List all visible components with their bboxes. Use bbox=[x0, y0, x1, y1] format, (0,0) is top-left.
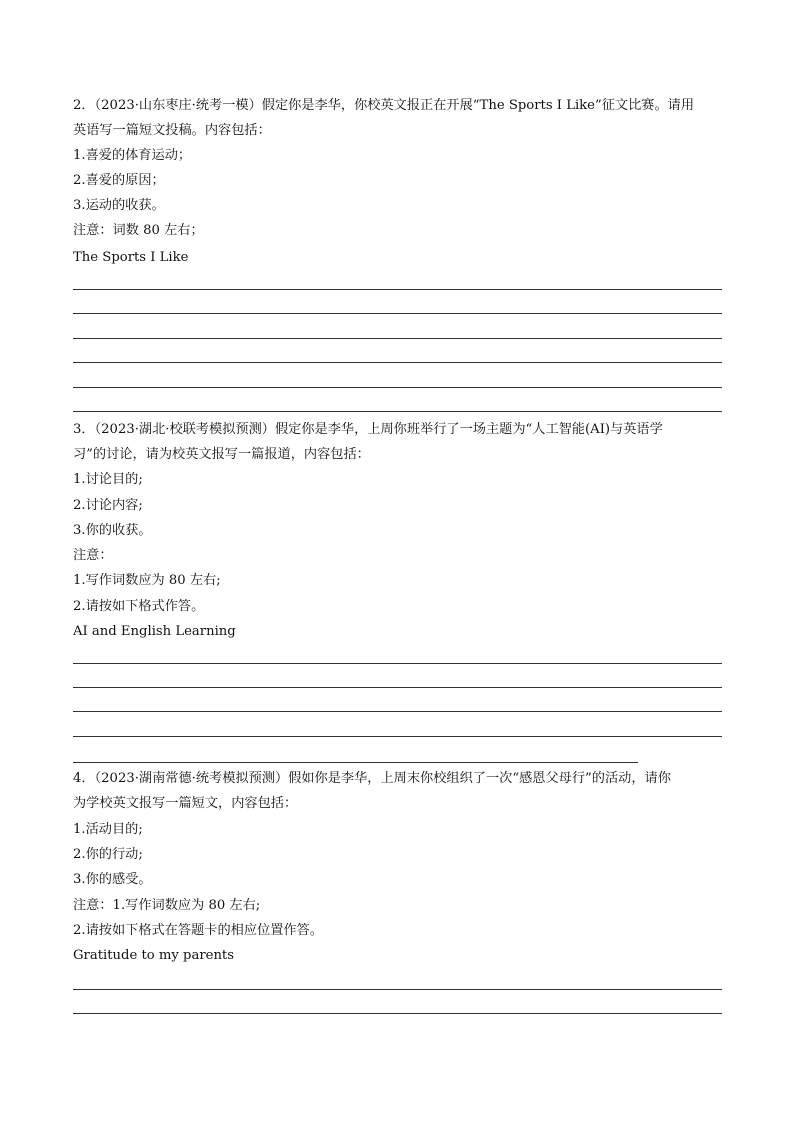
q4-note-1: 注意：1.写作词数应为 80 左右; bbox=[73, 898, 261, 913]
q4-answer-line[interactable] bbox=[73, 989, 722, 990]
q3-answer-line[interactable] bbox=[73, 711, 722, 712]
q2-prompt-line1: 2．（2023·山东枣庄·统考一模）假定你是李华，你校英文报正在开展“The Sports I Like”征文比赛。请用 bbox=[73, 98, 695, 113]
q2-answer-line[interactable] bbox=[73, 338, 722, 339]
q3-answer-line[interactable] bbox=[73, 663, 722, 664]
q2-answer-line[interactable] bbox=[73, 387, 722, 388]
q3-item-1: 1.讨论目的; bbox=[73, 472, 143, 487]
q4-note-2: 2.请按如下格式在答题卡的相应位置作答。 bbox=[73, 923, 323, 938]
q4-item-3: 3.你的感受。 bbox=[73, 872, 152, 887]
q2-note: 注意：词数 80 左右； bbox=[73, 223, 204, 238]
q2-prompt-line2: 英语写一篇短文投稿。内容包括： bbox=[73, 123, 271, 138]
q4-essay-title: Gratitude to my parents bbox=[73, 948, 234, 963]
q2-essay-title: The Sports I Like bbox=[73, 250, 189, 265]
q2-answer-line[interactable] bbox=[73, 313, 722, 314]
q2-answer-line[interactable] bbox=[73, 362, 722, 363]
q4-item-1: 1.活动目的; bbox=[73, 822, 143, 837]
q4-item-2: 2.你的行动; bbox=[73, 847, 143, 862]
q3-answer-line[interactable] bbox=[73, 736, 722, 737]
q4-answer-line[interactable] bbox=[73, 1013, 722, 1014]
q3-item-2: 2.讨论内容; bbox=[73, 498, 143, 513]
q4-prompt-line1: 4．（2023·湖南常德·统考模拟预测）假如你是李华，上周末你校组织了一次“感恩父母行”的活动，请你 bbox=[73, 771, 671, 786]
q3-note-2: 2.请按如下格式作答。 bbox=[73, 599, 205, 614]
q2-answer-line[interactable] bbox=[73, 411, 722, 412]
q2-answer-line[interactable] bbox=[73, 289, 722, 290]
q3-prompt-line1: 3．（2023·湖北·校联考模拟预测）假定你是李华，上周你班举行了一场主题为“人工智能(AI)与英语学 bbox=[73, 422, 663, 437]
q3-answer-line[interactable] bbox=[73, 762, 638, 763]
q2-item-3: 3.运动的收获。 bbox=[73, 198, 165, 213]
q3-note-label: 注意： bbox=[73, 548, 113, 563]
q2-item-1: 1.喜爱的体育运动； bbox=[73, 148, 192, 163]
q3-prompt-line2: 习”的讨论，请为校英文报写一篇报道，内容包括： bbox=[73, 447, 370, 462]
q3-answer-line[interactable] bbox=[73, 687, 722, 688]
q4-prompt-line2: 为学校英文报写一篇短文，内容包括： bbox=[73, 796, 298, 811]
q3-note-1: 1.写作词数应为 80 左右; bbox=[73, 573, 221, 588]
q3-item-3: 3.你的收获。 bbox=[73, 523, 152, 538]
q3-essay-title: AI and English Learning bbox=[73, 624, 236, 639]
q2-item-2: 2.喜爱的原因； bbox=[73, 173, 165, 188]
